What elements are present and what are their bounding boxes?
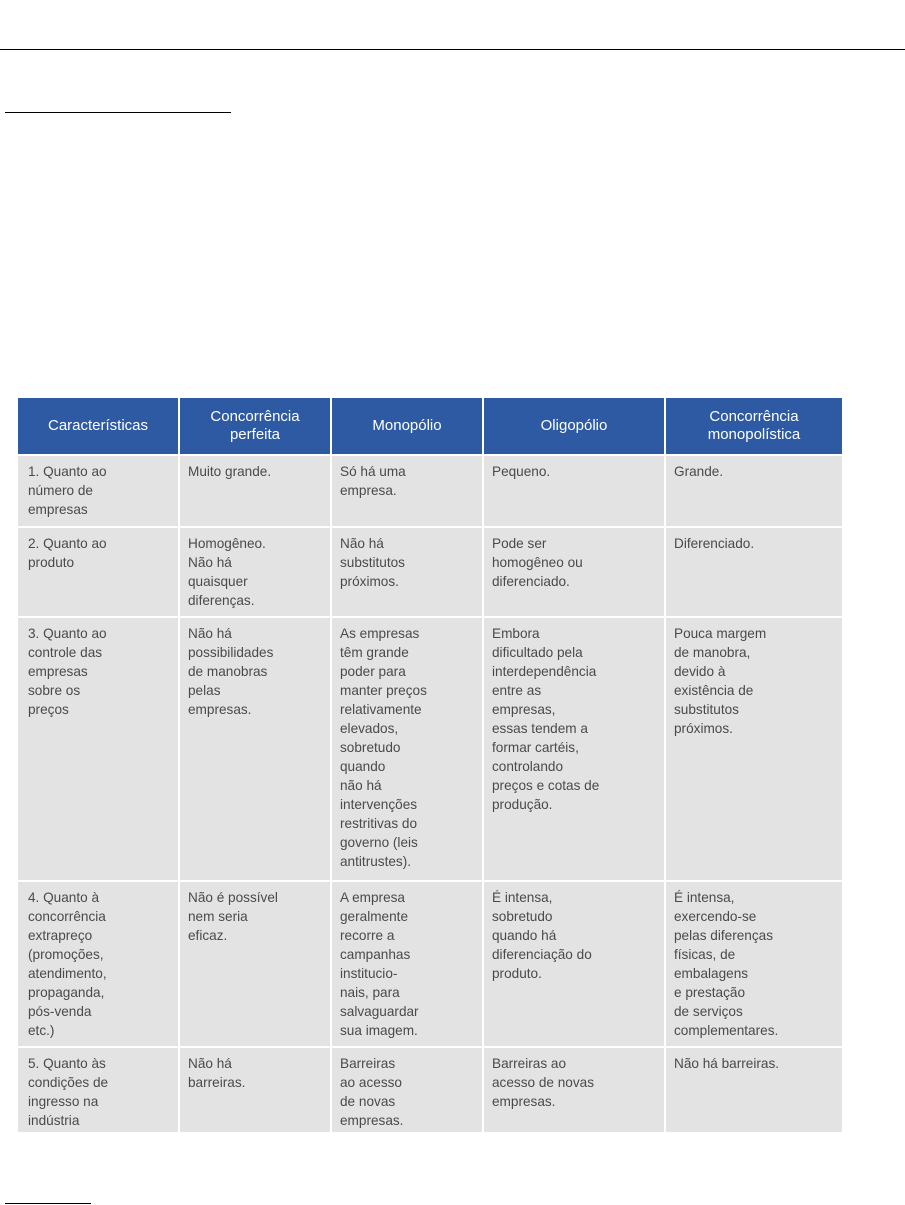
perfeita-cell: Muito grande.: [180, 456, 330, 526]
monopolistica-cell: Diferenciado.: [666, 528, 842, 616]
monopolio-cell: A empresa geralmente recorre a campanhas institucio- nais, para salvaguardar sua imagem.: [332, 882, 482, 1046]
feature-cell: 2. Quanto ao produto: [18, 528, 178, 616]
table-header-row: [18, 398, 842, 454]
market-structures-table-figure: [16, 396, 844, 1132]
oligopolio-cell: Pode ser homogêneo ou diferenciado.: [484, 528, 664, 616]
monopolistica-cell: Não há barreiras.: [666, 1048, 842, 1132]
perfeita-cell: Não é possível nem seria eficaz.: [180, 882, 330, 1046]
footnote-rule: [5, 1203, 91, 1204]
feature-cell: 5. Quanto às condições de ingresso na indústria: [18, 1048, 178, 1132]
perfeita-cell: Não há barreiras.: [180, 1048, 330, 1132]
header-concorrencia-monopolistica: Concorrência monopolística: [666, 398, 842, 454]
blank-underline: [5, 112, 231, 113]
monopolio-cell: Não há substitutos próximos.: [332, 528, 482, 616]
monopolistica-cell: Grande.: [666, 456, 842, 526]
market-structures-table: [16, 396, 844, 1132]
monopolistica-cell: É intensa, exercendo-se pelas diferenças físicas, de embalagens e prestação de serviços complementares.: [666, 882, 842, 1046]
monopolio-cell: Barreiras ao acesso de novas empresas.: [332, 1048, 482, 1132]
table-row: [18, 618, 842, 880]
oligopolio-cell: Embora dificultado pela interdependência entre as empresas, essas tendem a formar cartéis, controlando preços e cotas de produção.: [484, 618, 664, 880]
header-monopolio: Monopólio: [332, 398, 482, 454]
monopolistica-cell: Pouca margem de manobra, devido à existência de substitutos próximos.: [666, 618, 842, 880]
feature-cell: 1. Quanto ao número de empresas: [18, 456, 178, 526]
header-oligopolio: Oligopólio: [484, 398, 664, 454]
monopolio-cell: Só há uma empresa.: [332, 456, 482, 526]
oligopolio-cell: É intensa, sobretudo quando há diferenciação do produto.: [484, 882, 664, 1046]
oligopolio-cell: Pequeno.: [484, 456, 664, 526]
perfeita-cell: Não há possibilidades de manobras pelas empresas.: [180, 618, 330, 880]
oligopolio-cell: Barreiras ao acesso de novas empresas.: [484, 1048, 664, 1132]
table-row: [18, 528, 842, 616]
table-row: [18, 456, 842, 526]
monopolio-cell: As empresas têm grande poder para manter preços relativamente elevados, sobretudo quando não há intervenções restritivas do governo (leis antitrustes).: [332, 618, 482, 880]
table-row: [18, 1048, 842, 1132]
header-caracteristicas: Características: [18, 398, 178, 454]
top-rule: [0, 49, 905, 50]
feature-cell: 3. Quanto ao controle das empresas sobre os preços: [18, 618, 178, 880]
feature-cell: 4. Quanto à concorrência extrapreço (promoções, atendimento, propaganda, pós-venda etc.): [18, 882, 178, 1046]
perfeita-cell: Homogêneo. Não há quaisquer diferenças.: [180, 528, 330, 616]
header-concorrencia-perfeita: Concorrência perfeita: [180, 398, 330, 454]
table-row: [18, 882, 842, 1046]
